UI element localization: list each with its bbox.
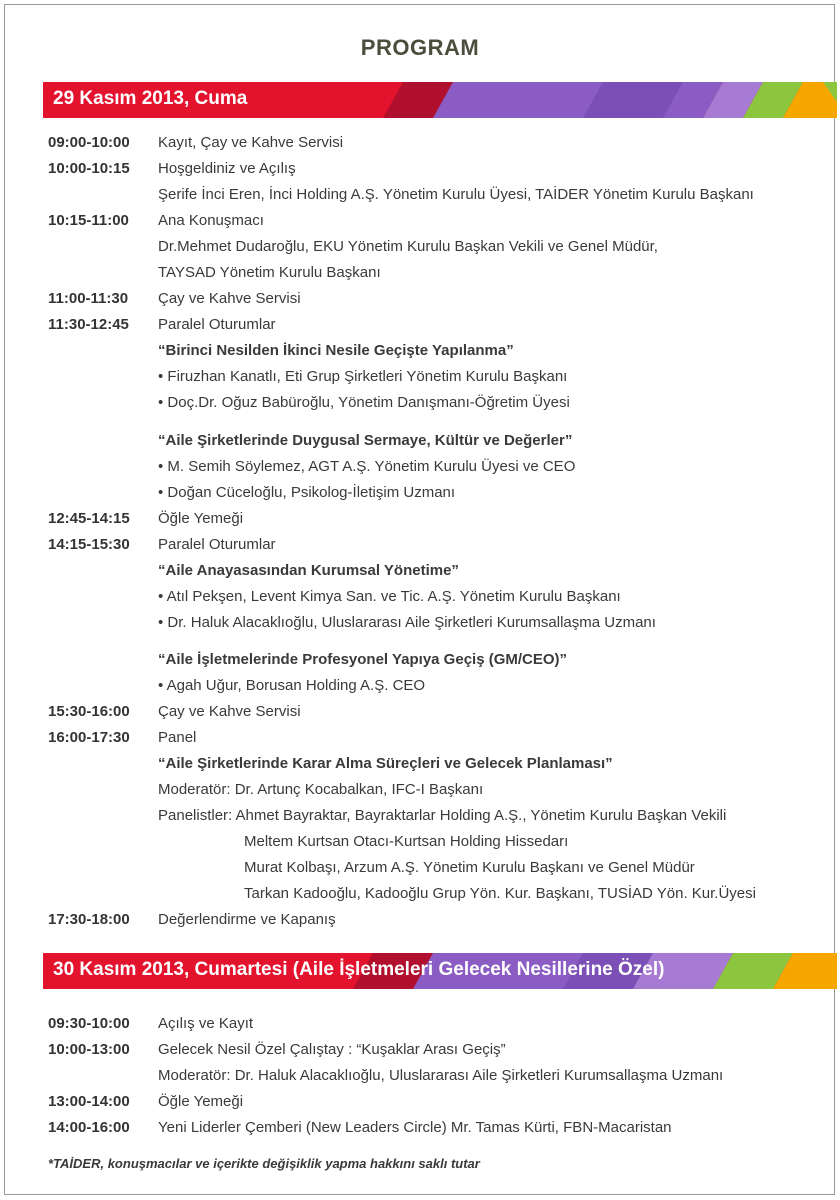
session-title: “Aile Şirketlerinde Duygusal Sermaye, Kültür ve Değerler” <box>158 432 573 449</box>
schedule-row: 10:00-10:15 Hoşgeldiniz ve Açılış <box>48 160 296 177</box>
session-title: “Aile İşletmelerinde Profesyonel Yapıya Geçiş (GM/CEO)” <box>158 651 568 668</box>
moderator-row: Moderatör: Dr. Haluk Alacaklıoğlu, Uluslararası Aile Şirketleri Kurumsallaşma Uzmanı <box>158 1067 724 1084</box>
schedule-row: 16:00-17:30 Panel <box>48 729 197 746</box>
panelist-row: Panelistler: Ahmet Bayraktar, Bayraktarlar Holding A.Ş., Yönetim Kurulu Başkan Vekili <box>158 807 727 824</box>
panelist-row: Tarkan Kadooğlu, Kadooğlu Grup Yön. Kur. Başkanı, TUSİAD Yön. Kur.Üyesi <box>244 885 756 902</box>
footnote: *TAİDER, konuşmacılar ve içerikte değişiklik yapma hakkını saklı tutar <box>48 1156 480 1171</box>
speaker-item: • Doğan Cüceloğlu, Psikolog-İletişim Uzmanı <box>158 484 456 501</box>
schedule-row: 10:15-11:00 Ana Konuşmacı <box>48 212 264 229</box>
day2-header: 30 Kasım 2013, Cumartesi (Aile İşletmeleri Gelecek Nesillerine Özel) <box>53 959 665 980</box>
page-title: PROGRAM <box>360 35 480 60</box>
schedule-row: 12:45-14:15 Öğle Yemeği <box>48 510 244 527</box>
panelist-row: Meltem Kurtsan Otacı-Kurtsan Holding Hissedarı <box>244 833 569 850</box>
schedule-row: TAYSAD Yönetim Kurulu Başkanı <box>158 264 381 281</box>
speaker-item: • Dr. Haluk Alacaklıoğlu, Uluslararası Aile Şirketleri Kurumsallaşma Uzmanı <box>158 614 656 631</box>
schedule-row: Dr.Mehmet Dudaroğlu, EKU Yönetim Kurulu Başkan Vekili ve Genel Müdür, <box>158 238 658 255</box>
speaker-item: • Doç.Dr. Oğuz Babüroğlu, Yönetim Danışmanı-Öğretim Üyesi <box>158 394 570 411</box>
session-title: “Aile Anayasasından Kurumsal Yönetime” <box>158 562 459 579</box>
panelist-row: Murat Kolbaşı, Arzum A.Ş. Yönetim Kurulu Başkanı ve Genel Müdür <box>244 859 695 876</box>
speaker-item: • Firuzhan Kanatlı, Eti Grup Şirketleri Yönetim Kurulu Başkanı <box>158 368 568 385</box>
day1-header: 29 Kasım 2013, Cuma <box>53 88 248 109</box>
session-title: “Birinci Nesilden İkinci Nesile Geçişte Yapılanma” <box>158 342 514 359</box>
schedule-row: 11:00-11:30 Çay ve Kahve Servisi <box>48 290 301 307</box>
schedule-row: 10:00-13:00 Gelecek Nesil Özel Çalıştay : “Kuşaklar Arası Geçiş” <box>48 1041 506 1058</box>
schedule-row: 09:00-10:00 Kayıt, Çay ve Kahve Servisi <box>48 134 344 151</box>
schedule-row: 13:00-14:00 Öğle Yemeği <box>48 1093 244 1110</box>
speaker-item: • M. Semih Söylemez, AGT A.Ş. Yönetim Kurulu Üyesi ve CEO <box>158 458 576 475</box>
schedule-row: 15:30-16:00 Çay ve Kahve Servisi <box>48 703 301 720</box>
day1-banner <box>43 82 837 118</box>
schedule-row: Şerife İnci Eren, İnci Holding A.Ş. Yönetim Kurulu Üyesi, TAİDER Yönetim Kurulu Başkanı <box>158 186 754 203</box>
schedule-row: 17:30-18:00 Değerlendirme ve Kapanış <box>48 911 336 928</box>
moderator-row: Moderatör: Dr. Artunç Kocabalkan, IFC-I Başkanı <box>158 781 484 798</box>
schedule-row: 09:30-10:00 Açılış ve Kayıt <box>48 1015 254 1032</box>
speaker-item: • Atıl Pekşen, Levent Kimya San. ve Tic. A.Ş. Yönetim Kurulu Başkanı <box>158 588 621 605</box>
day2-banner <box>43 953 837 989</box>
schedule-row: 14:15-15:30 Paralel Oturumlar <box>48 536 276 553</box>
speaker-item: • Agah Uğur, Borusan Holding A.Ş. CEO <box>158 677 426 694</box>
session-title: “Aile Şirketlerinde Karar Alma Süreçleri ve Gelecek Planlaması” <box>158 755 613 772</box>
schedule-row: 11:30-12:45 Paralel Oturumlar <box>48 316 276 333</box>
schedule-row: 14:00-16:00 Yeni Liderler Çemberi (New Leaders Circle) Mr. Tamas Kürti, FBN-Macaristan <box>48 1119 672 1136</box>
